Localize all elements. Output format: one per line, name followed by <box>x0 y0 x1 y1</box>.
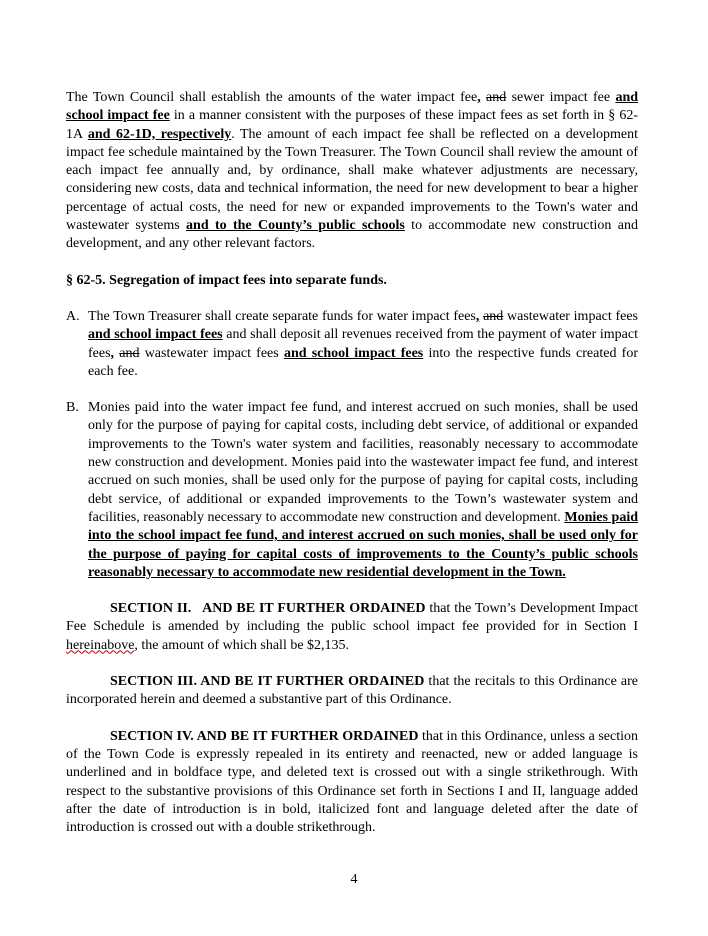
text-run: . The amount of each impact fee shall be reflected on a development impact fee schedule maintained by the Town Treasurer. The Town Council shall review the amount of each impact fee annually and, by ordinance, shall make whatever adjustments are necessary, considering new costs, data and technical information, the need for new development to bear a higher percentage of actual costs, the need for new or expanded improvements to the Town's water and wastewater systems <box>66 126 639 234</box>
inserted-comma: , <box>475 308 480 324</box>
section-ii-paragraph <box>66 600 638 655</box>
text-run: into the respective funds created for each fee. <box>88 345 638 379</box>
text-run: to accommodate new construction and development, and any other relevant factors. <box>66 218 638 252</box>
inserted-comma: , <box>477 90 481 105</box>
list-item-text <box>88 399 638 582</box>
inserted-text: and school impact fee <box>66 90 639 124</box>
inserted-text: and school impact fees <box>283 345 424 361</box>
inserted-text: and school impact fees <box>88 327 223 343</box>
spellcheck-flagged-word: hereinabove <box>66 637 135 653</box>
paragraph-impact-fee-amounts <box>66 89 638 254</box>
deleted-and: and <box>486 90 507 105</box>
list-marker: B. <box>66 400 79 416</box>
list-item-b <box>66 399 638 582</box>
deleted-and: and <box>483 308 504 324</box>
text-run: and shall deposit all revenues received from the payment of water impact fees <box>88 327 638 361</box>
inserted-text: and to the County’s public schools <box>186 218 405 234</box>
text-run: that in this Ordinance, unless a section of the Town Code is expressly repealed in its entirety and reenacted, new or added language is underlined and in boldface type, and deleted text is crossed out with a single strikethrough. With respect to the substantive provisions of this Ordinance set forth in Sections I and II, language added after the date of introduction is in bold, italicized font and language deleted after the date of introduction is crossed out with a double strikethrough. <box>66 728 638 836</box>
section-heading: § 62-5. Segregation of impact fees into separate funds. <box>66 272 387 288</box>
text-run: Monies paid into the water impact fee fund, and interest accrued on such monies, shall be used only for the purpose of paying for capital costs, including debt service, of additional or expanded improvements to the Town's water system and facilities, reasonably necessary to accommodate new construction and development. Monies paid into the wastewater impact fee fund, and interest accrued on such monies, shall be used only for the purpose of paying for capital costs, including debt service, of additional or expanded improvements to the Town’s wastewater system and facilities, reasonably necessary to accommodate new construction and development. <box>88 400 638 525</box>
list-item-a <box>66 308 638 381</box>
text-run: in a manner consistent with the purposes of these impact fees as set forth in § 62-1A <box>66 108 638 142</box>
text-run: sewer impact fee <box>506 90 616 105</box>
page-content <box>66 89 638 837</box>
section-iii-paragraph <box>66 673 638 710</box>
text-run: , the amount of which shall be $2,135. <box>134 637 350 653</box>
list-item-text <box>88 308 638 381</box>
list-marker: A. <box>66 308 80 324</box>
inserted-comma: , <box>110 345 115 361</box>
deleted-and: and <box>119 345 140 361</box>
text-run: wastewater impact fees <box>139 345 284 361</box>
page-number: 4 <box>350 872 358 887</box>
section-label: SECTION IV. AND BE IT FURTHER ORDAINED <box>110 728 419 744</box>
inserted-text: and 62-1D, respectively <box>87 126 232 142</box>
fund-list <box>66 308 638 582</box>
text-run: The Town Council shall establish the amounts of the water impact fee <box>66 90 478 105</box>
section-label: SECTION III. AND BE IT FURTHER ORDAINED <box>110 674 425 690</box>
inserted-text: Monies paid into the school impact fee fund, and interest accrued on such monies, shall be used only for the purpose of paying for capital costs of improvements to the County’s public schools reasonably necessary to accommodate new residential development in the Town. <box>88 509 638 580</box>
text-run: that the recitals to this Ordinance are incorporated herein and deemed a substantive part of this Ordinance. <box>66 674 638 708</box>
text-run: The Town Treasurer shall create separate funds for water impact fees <box>88 308 476 324</box>
section-iv-paragraph <box>66 728 638 838</box>
text-run: wastewater impact fees <box>503 308 638 324</box>
text-run: that the Town’s Development Impact Fee Schedule is amended by including the public school impact fee provided for in Section I <box>66 601 639 635</box>
section-label: SECTION II. AND BE IT FURTHER ORDAINED <box>110 601 426 617</box>
